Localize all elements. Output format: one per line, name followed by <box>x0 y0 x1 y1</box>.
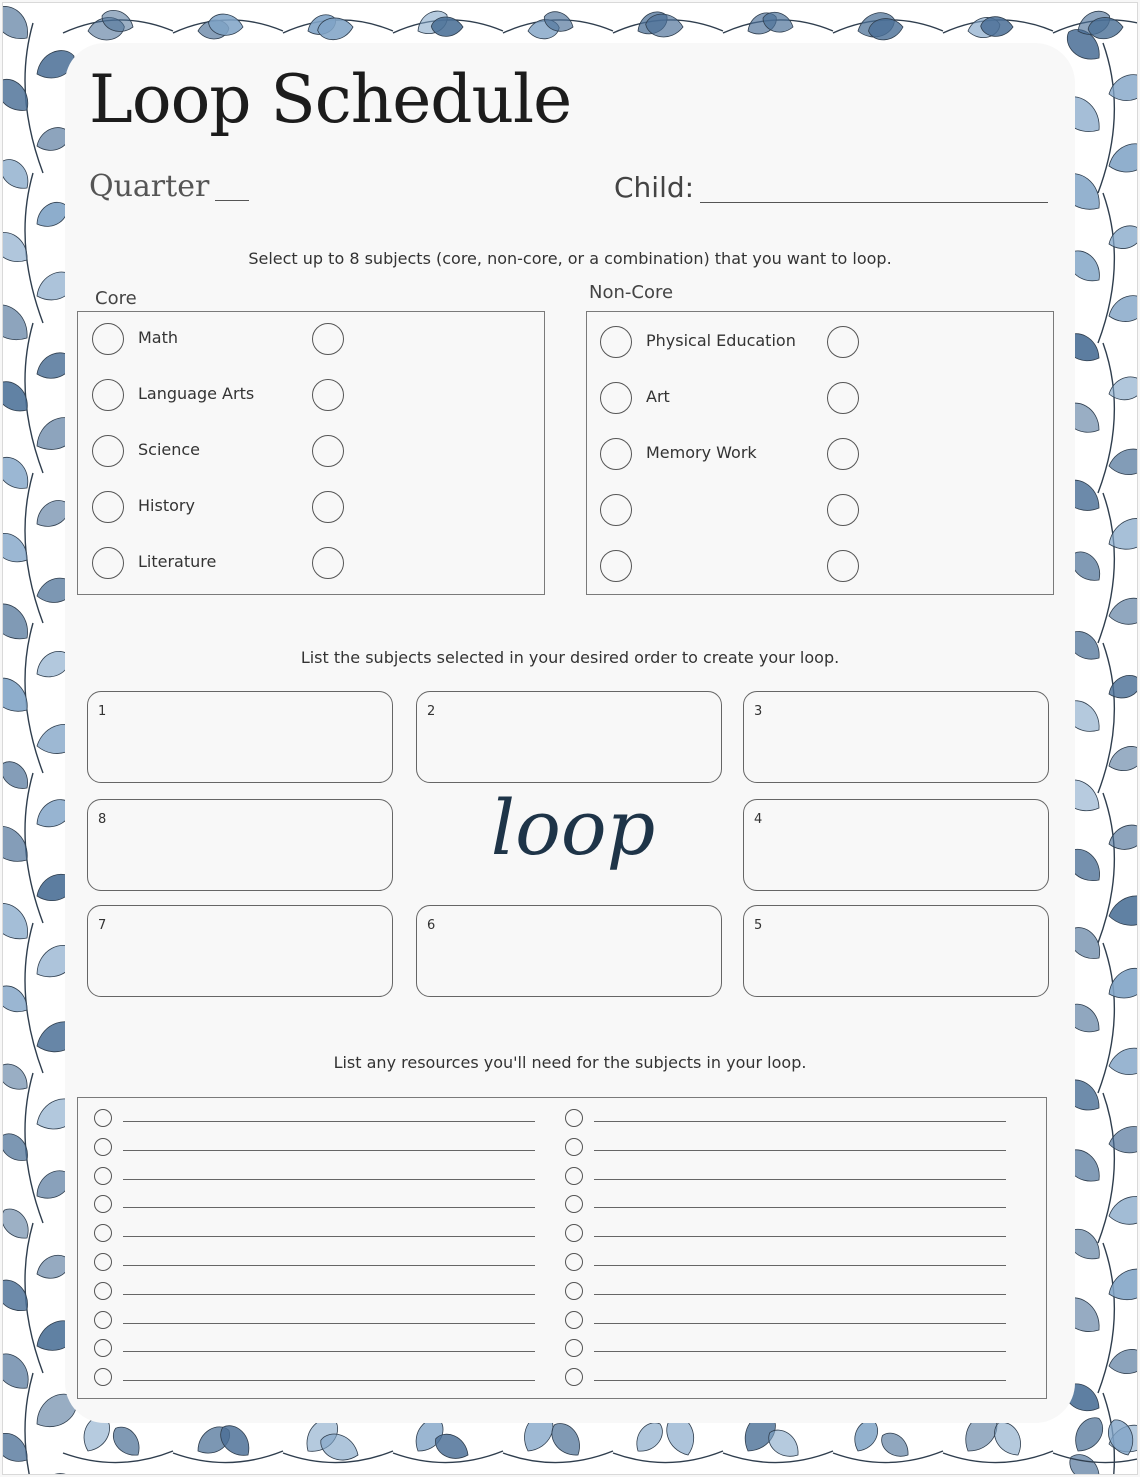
slot-number: 2 <box>427 704 436 719</box>
resource-line[interactable] <box>594 1179 1006 1180</box>
subject-label: History <box>138 496 195 515</box>
loop-slot[interactable] <box>87 799 393 891</box>
subject-label: Literature <box>138 552 217 571</box>
leaf-shape <box>3 671 36 721</box>
leaf-shape <box>1107 446 1137 478</box>
resource-line[interactable] <box>123 1150 535 1151</box>
stem-line <box>25 623 43 773</box>
resource-line[interactable] <box>123 1351 535 1352</box>
subject-radio-blank[interactable] <box>312 379 344 411</box>
page-title: Loop Schedule <box>89 61 572 138</box>
stem-line <box>25 323 43 473</box>
stem-line <box>25 473 43 623</box>
resource-line[interactable] <box>594 1150 1006 1151</box>
leaf-shape <box>1068 1412 1109 1457</box>
resource-line[interactable] <box>123 1294 535 1295</box>
subject-radio-blank[interactable] <box>312 547 344 579</box>
subject-label: Math <box>138 328 179 347</box>
stem-line <box>613 1451 723 1463</box>
subject-label: Physical Education <box>646 331 796 350</box>
slot-number: 7 <box>98 918 107 933</box>
resource-line[interactable] <box>123 1121 535 1122</box>
leaf-shape <box>1106 1346 1137 1377</box>
resource-line[interactable] <box>123 1323 535 1324</box>
slot-number: 1 <box>98 704 107 719</box>
resource-checkbox[interactable] <box>94 1167 112 1185</box>
subject-radio[interactable] <box>92 491 124 523</box>
leaf-shape <box>1104 138 1137 178</box>
resource-line[interactable] <box>123 1207 535 1208</box>
resource-checkbox[interactable] <box>565 1167 583 1185</box>
stem-line <box>173 1451 283 1463</box>
subject-radio[interactable] <box>600 550 632 582</box>
leaf-shape <box>3 1203 35 1245</box>
stem-line <box>1098 1243 1114 1393</box>
subject-label: Science <box>138 440 201 459</box>
slot-number: 6 <box>427 918 436 933</box>
stem-line <box>1098 193 1114 343</box>
stem-line <box>25 773 43 923</box>
loop-slot[interactable] <box>416 905 722 997</box>
stem-line <box>943 1451 1053 1463</box>
loop-slot[interactable] <box>87 905 393 997</box>
subject-radio[interactable] <box>600 326 632 358</box>
stem-line <box>833 1451 943 1463</box>
noncore-label: Non-Core <box>589 282 674 303</box>
slot-number: 5 <box>754 918 763 933</box>
subject-radio-blank[interactable] <box>827 326 859 358</box>
resource-checkbox[interactable] <box>565 1138 583 1156</box>
leaf-shape <box>1105 821 1137 855</box>
select-instructions: Select up to 8 subjects (core, non-core, or a combination) that you want to loop. <box>248 249 892 268</box>
subject-radio[interactable] <box>600 382 632 414</box>
core-label: Core <box>95 288 137 309</box>
resource-line[interactable] <box>594 1294 1006 1295</box>
subject-radio[interactable] <box>600 494 632 526</box>
child-field[interactable] <box>700 202 1048 203</box>
subject-radio[interactable] <box>92 323 124 355</box>
resource-line[interactable] <box>594 1207 1006 1208</box>
loop-center-word: loop <box>490 783 656 872</box>
leaf-shape <box>3 980 33 1019</box>
slot-number: 3 <box>754 704 763 719</box>
leaf-shape <box>3 1273 36 1318</box>
resource-line[interactable] <box>594 1236 1006 1237</box>
slot-number: 4 <box>754 812 763 827</box>
leaf-shape <box>3 596 37 648</box>
resource-line[interactable] <box>594 1121 1006 1122</box>
resource-line[interactable] <box>594 1380 1006 1381</box>
subject-label: Language Arts <box>138 384 255 403</box>
resource-line[interactable] <box>594 1323 1006 1324</box>
loop-slot[interactable] <box>743 905 1049 997</box>
subject-radio-blank[interactable] <box>827 550 859 582</box>
loop-slot[interactable] <box>743 691 1049 783</box>
leaf-shape <box>3 527 34 570</box>
page-frame <box>2 2 1138 1475</box>
leaf-shape <box>1106 373 1137 405</box>
leaf-shape <box>1103 512 1137 557</box>
resource-checkbox[interactable] <box>94 1253 112 1271</box>
stem-line <box>503 1451 613 1463</box>
resource-line[interactable] <box>594 1351 1006 1352</box>
resource-checkbox[interactable] <box>565 1311 583 1329</box>
leaf-shape <box>1107 1123 1137 1156</box>
resources-box <box>77 1097 1047 1399</box>
resource-checkbox[interactable] <box>94 1109 112 1127</box>
order-instructions: List the subjects selected in your desired order to create your loop. <box>300 648 840 667</box>
resource-checkbox[interactable] <box>94 1311 112 1329</box>
slot-number: 8 <box>98 812 107 827</box>
leaf-shape <box>1105 742 1137 777</box>
leaf-shape <box>3 73 36 119</box>
stem-line <box>25 1073 43 1223</box>
leaf-shape <box>3 375 35 419</box>
leaf-shape <box>1105 671 1137 704</box>
subject-radio[interactable] <box>92 547 124 579</box>
resource-line[interactable] <box>123 1179 535 1180</box>
subject-label: Memory Work <box>646 443 757 462</box>
resource-checkbox[interactable] <box>565 1282 583 1300</box>
leaf-shape <box>1104 1263 1137 1307</box>
leaf-shape <box>3 451 36 496</box>
stem-line <box>25 173 43 323</box>
leaf-shape <box>3 1128 34 1168</box>
stem-line <box>1098 343 1114 493</box>
leaf-shape <box>1103 962 1137 1006</box>
loop-slot[interactable] <box>87 691 393 783</box>
stem-line <box>1098 493 1114 643</box>
leaf-shape <box>3 1347 37 1397</box>
resource-line[interactable] <box>123 1236 535 1237</box>
stem-line <box>63 1451 173 1463</box>
leaf-shape <box>630 1417 668 1458</box>
leaf-shape <box>877 1428 914 1463</box>
leaf-shape <box>3 896 37 948</box>
subject-label: Art <box>646 387 670 406</box>
subject-radio[interactable] <box>92 379 124 411</box>
subject-radio-blank[interactable] <box>312 491 344 523</box>
leaf-shape <box>32 1468 78 1474</box>
subject-radio[interactable] <box>92 435 124 467</box>
child-label: Child: <box>614 171 695 204</box>
stem-line <box>25 923 43 1073</box>
loop-slot[interactable] <box>416 691 722 783</box>
resource-checkbox[interactable] <box>565 1253 583 1271</box>
subject-radio-blank[interactable] <box>312 435 344 467</box>
leaf-shape <box>1105 291 1137 328</box>
subject-radio-blank[interactable] <box>312 323 344 355</box>
resource-checkbox[interactable] <box>565 1109 583 1127</box>
quarter-label: Quarter <box>89 169 210 204</box>
leaf-shape <box>3 756 35 795</box>
leaf-shape <box>3 818 36 871</box>
leaf-shape <box>3 297 36 350</box>
resource-line[interactable] <box>594 1265 1006 1266</box>
subject-radio-blank[interactable] <box>827 494 859 526</box>
stem-line <box>1098 1093 1114 1243</box>
leaf-shape <box>3 3 36 47</box>
resource-line[interactable] <box>123 1380 535 1381</box>
leaf-shape <box>1104 1416 1137 1459</box>
subject-radio-blank[interactable] <box>827 382 859 414</box>
resource-line[interactable] <box>123 1265 535 1266</box>
quarter-field[interactable] <box>215 200 249 201</box>
resource-checkbox[interactable] <box>94 1138 112 1156</box>
loop-slot[interactable] <box>743 799 1049 891</box>
leaf-shape <box>3 1427 34 1469</box>
stem-line <box>25 1223 43 1373</box>
resource-checkbox[interactable] <box>94 1282 112 1300</box>
leaf-shape <box>1105 70 1137 106</box>
resources-instructions: List any resources you'll need for the subjects in your loop. <box>333 1053 807 1072</box>
leaf-shape <box>108 1421 147 1461</box>
stem-line <box>1098 43 1114 193</box>
subject-radio-blank[interactable] <box>827 438 859 470</box>
stem-line <box>1098 793 1114 943</box>
subject-radio[interactable] <box>600 438 632 470</box>
leaf-shape <box>3 154 35 196</box>
